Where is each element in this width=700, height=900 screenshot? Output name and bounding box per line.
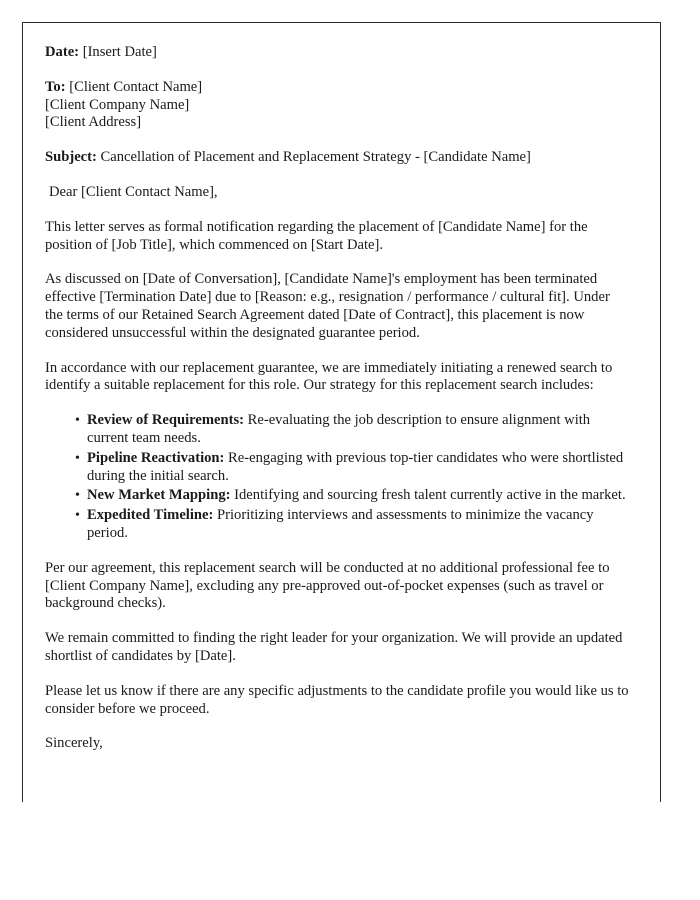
list-item-description: Identifying and sourcing fresh talent currently active in the market. xyxy=(230,487,626,504)
sign-off: Sincerely, xyxy=(45,735,103,752)
list-item xyxy=(87,487,630,505)
list-item xyxy=(87,507,630,543)
strategy-list xyxy=(45,412,630,543)
recipient-block xyxy=(45,79,630,132)
letter-body xyxy=(45,44,630,753)
date-value: [Insert Date] xyxy=(82,44,157,60)
paragraph-termination: As discussed on [Date of Conversation], [Candidate Name]'s employment has been terminated effective [Termination Date] due to [Reason: e.g., resignation / performance / cultural fit]. Under the terms of our Retained Search Agreement dated [Date of Contract], this placement is now considered unsuccessful within the designated guarantee period. xyxy=(45,271,610,341)
date-line xyxy=(45,44,630,62)
paragraph-closing-request: Please let us know if there are any specific adjustments to the candidate profile you would like us to consider before we proceed. xyxy=(45,682,629,717)
recipient-contact-line xyxy=(45,79,630,97)
list-item-description: Re-engaging with previous top-tier candidates who were shortlisted during the initial search. xyxy=(87,449,624,484)
subject-label: Subject: xyxy=(45,149,97,166)
recipient-contact-name: [Client Contact Name] xyxy=(69,78,203,95)
list-item-term: Review of Requirements: xyxy=(87,412,244,429)
list-item-description: Re-evaluating the job description to ensure alignment with current team needs. xyxy=(87,412,591,446)
list-item xyxy=(87,450,630,486)
subject-line xyxy=(45,149,630,167)
subject-value: Cancellation of Placement and Replacement Strategy - [Candidate Name] xyxy=(100,149,531,166)
date-label: Date: xyxy=(45,44,80,60)
paragraph-fees: Per our agreement, this replacement search will be conducted at no additional professional fee to [Client Company Name], excluding any pre-approved out-of-pocket expenses (such as travel or background checks). xyxy=(45,559,610,612)
list-item-term: Pipeline Reactivation: xyxy=(87,449,225,466)
recipient-label: To: xyxy=(45,78,66,95)
paragraph-guarantee: In accordance with our replacement guarantee, we are immediately initiating a renewed search to identify a suitable replacement for this role. Our strategy for this replacement search includes: xyxy=(45,359,613,394)
list-item-term: New Market Mapping: xyxy=(87,487,231,504)
recipient-address: [Client Address] xyxy=(45,114,142,131)
list-item xyxy=(87,412,630,448)
recipient-company-name: [Client Company Name] xyxy=(45,96,190,113)
list-item-term: Expedited Timeline: xyxy=(87,507,214,524)
greeting: Dear [Client Contact Name], xyxy=(49,183,218,200)
paragraph-commitment: We remain committed to finding the right leader for your organization. We will provide an updated shortlist of candidates by [Date]. xyxy=(45,630,623,664)
paragraph-intro: This letter serves as formal notification regarding the placement of [Candidate Name] for the position of [Job Title], which commenced on [Start Date]. xyxy=(45,218,588,253)
list-item-description: Prioritizing interviews and assessments to minimize the vacancy period. xyxy=(87,507,594,541)
